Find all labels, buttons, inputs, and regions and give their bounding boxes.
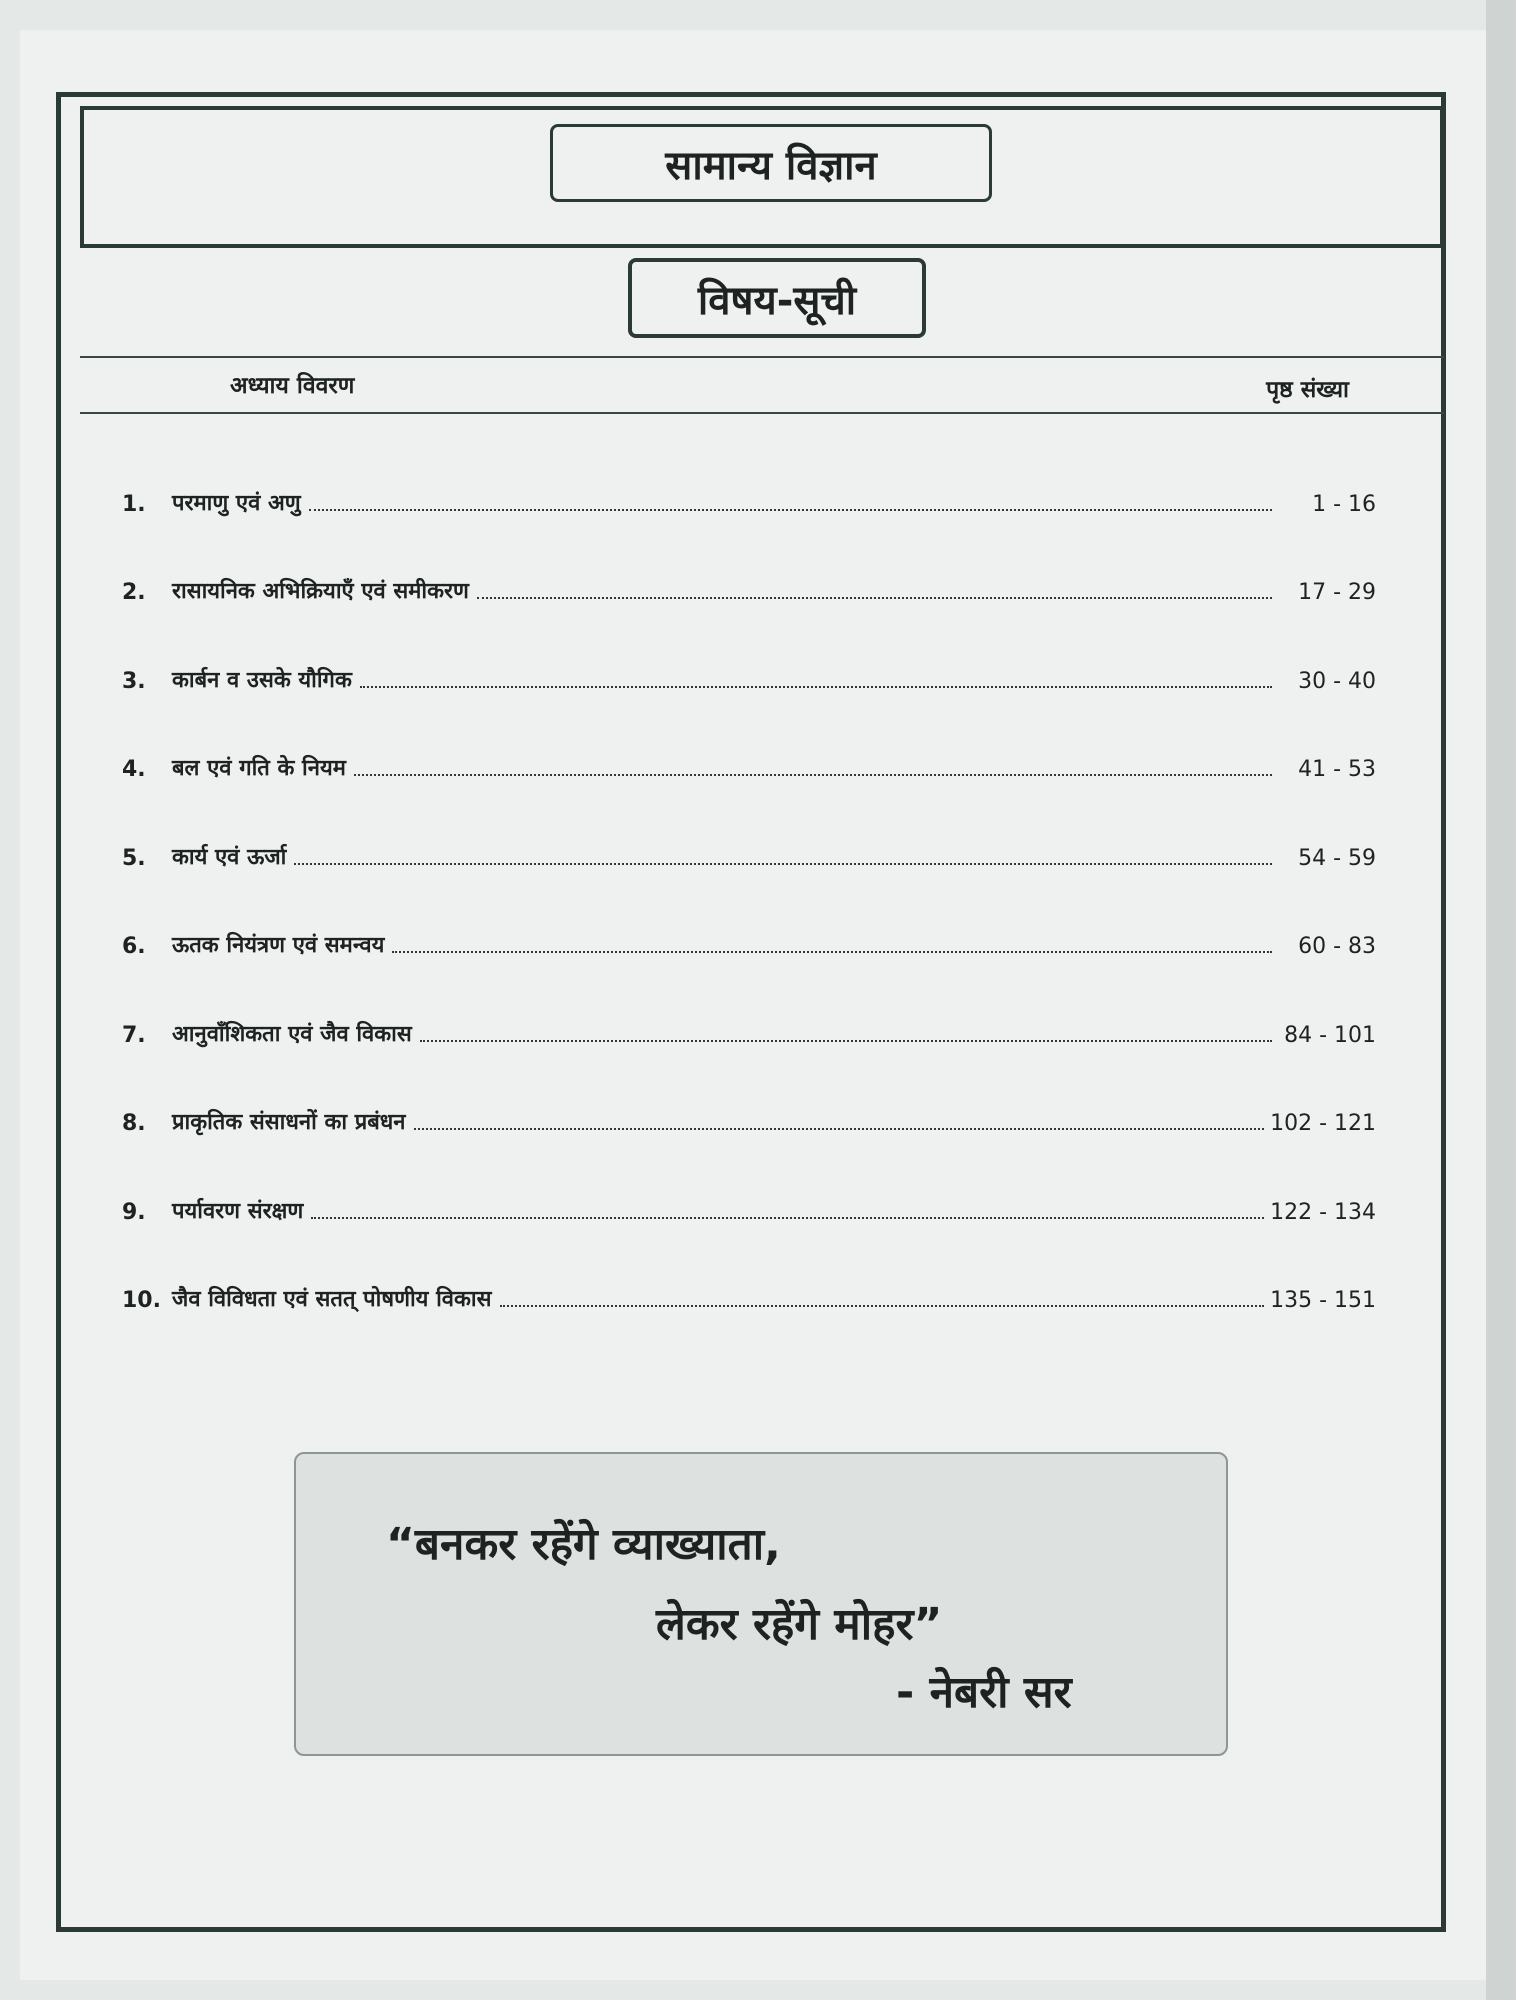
toc-entry (122, 1160, 1376, 1249)
toc-title: ऊतक नियंत्रण एवं समन्वय (172, 933, 385, 958)
toc-number: 6. (122, 934, 146, 959)
page-edge-shadow (1486, 0, 1516, 2000)
toc-pages: 122 - 134 (1270, 1199, 1376, 1225)
toc-pages: 30 - 40 (1298, 668, 1376, 694)
quote-line-2: लेकर रहेंगे मोहर” (656, 1599, 943, 1650)
toc-pages: 135 - 151 (1270, 1288, 1376, 1313)
dotted-leader (309, 507, 1272, 511)
toc-number: 8. (122, 1111, 146, 1136)
toc-number: 3. (122, 668, 146, 694)
toc-pages: 84 - 101 (1284, 1022, 1376, 1048)
quote-line-1: “बनकर रहेंगे व्याख्याता, (386, 1519, 781, 1570)
toc-number: 9. (122, 1199, 146, 1225)
dotted-leader (294, 861, 1272, 865)
dotted-leader (500, 1303, 1265, 1307)
dotted-leader (360, 684, 1272, 688)
toc-title: आनुवाँशिकता एवं जैव विकास (172, 1021, 412, 1047)
table-of-contents-title: विषय-सूची (628, 258, 926, 338)
toc-entry (122, 983, 1376, 1072)
toc-number: 1. (122, 491, 146, 517)
toc-number: 10. (122, 1288, 161, 1313)
toc-title: रासायनिक अभिक्रियाएँ एवं समीकरण (172, 579, 469, 604)
toc-entry (122, 1249, 1376, 1338)
toc-title: पर्यावरण संरक्षण (172, 1198, 304, 1224)
toc-title: परमाणु एवं अणु (172, 490, 301, 516)
toc-entry (122, 452, 1376, 541)
toc-pages: 102 - 121 (1270, 1111, 1376, 1136)
toc-list (122, 452, 1376, 1337)
toc-title: प्राकृतिक संसाधनों का प्रबंधन (172, 1110, 406, 1135)
dotted-leader (311, 1215, 1264, 1219)
dotted-leader (354, 772, 1272, 776)
toc-title: कार्य एवं ऊर्जा (172, 844, 287, 870)
dotted-leader (477, 595, 1272, 599)
toc-title: कार्बन व उसके यौगिक (172, 667, 352, 693)
toc-pages: 54 - 59 (1298, 845, 1376, 871)
toc-entry (122, 718, 1376, 807)
quote-author: - नेबरी सर (896, 1667, 1072, 1718)
toc-title: जैव विविधता एवं सतत् पोषणीय विकास (172, 1287, 492, 1312)
toc-number: 4. (122, 757, 146, 782)
toc-entry (122, 541, 1376, 630)
toc-number: 7. (122, 1022, 146, 1048)
subject-title: सामान्य विज्ञान (550, 124, 992, 202)
toc-entry (122, 895, 1376, 984)
page-column-label: पृष्ठ संख्या (1266, 377, 1349, 403)
dotted-leader (414, 1126, 1265, 1130)
toc-entry (122, 629, 1376, 718)
toc-number: 5. (122, 845, 146, 871)
chapter-column-label: अध्याय विवरण (230, 373, 355, 399)
toc-pages: 17 - 29 (1298, 580, 1376, 605)
dotted-leader (392, 949, 1272, 953)
toc-entry (122, 806, 1376, 895)
toc-pages: 60 - 83 (1298, 934, 1376, 959)
toc-entry (122, 1072, 1376, 1161)
quote-box (294, 1452, 1228, 1756)
dotted-leader (420, 1038, 1272, 1042)
toc-pages: 41 - 53 (1298, 757, 1376, 782)
toc-pages: 1 - 16 (1312, 491, 1376, 517)
column-header (80, 356, 1444, 414)
toc-number: 2. (122, 580, 146, 605)
toc-title: बल एवं गति के नियम (172, 756, 346, 781)
